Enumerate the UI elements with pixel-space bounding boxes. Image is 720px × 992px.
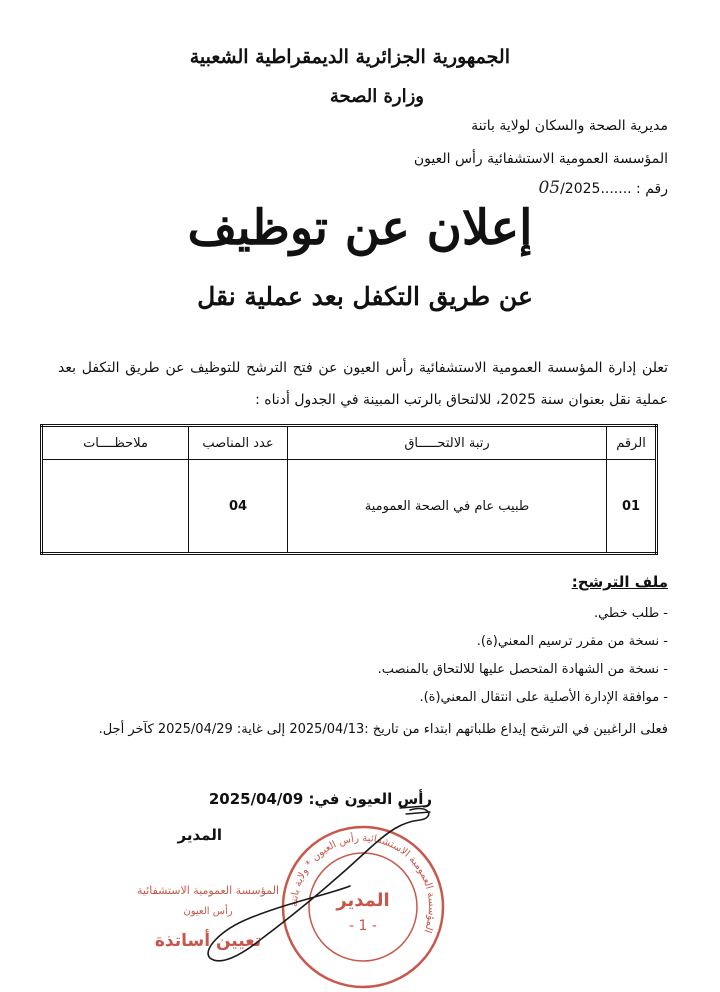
reference-handwritten-number: 05 [538, 178, 561, 198]
row-count: 04 [189, 460, 288, 554]
reference-year: /2025 [560, 181, 601, 197]
institution-line: المؤسسة العمومية الاستشفائية رأس العيون [413, 151, 668, 167]
header-num: الرقم [607, 426, 657, 460]
directorate-line: مديرية الصحة والسكان لولاية باتنة [471, 118, 668, 134]
row-rank: طبيب عام في الصحة العمومية [288, 460, 607, 554]
rect-stamp-line1: المؤسسة العمومية الاستشفائية [136, 884, 280, 897]
table-header-row [42, 426, 657, 460]
svg-text:- 1 -: - 1 - [349, 918, 377, 934]
round-stamp-ring-text: المؤسسة العمومية الاستشفائية رأس العيون * ولاية باتنة [288, 832, 438, 935]
table-row [42, 460, 657, 554]
rect-stamp-line3: تعيين أساتذة [154, 931, 262, 951]
director-signature [177, 790, 440, 990]
announcement-title: إعلان عن توظيف [187, 200, 533, 256]
list-item: - نسخة من الشهادة المتحصل عليها للالتحاق بالمنصب. [377, 662, 668, 677]
director-title: المدير [177, 826, 222, 844]
header-notes: ملاحظــــات [42, 426, 189, 460]
round-stamp-center: المدير [336, 890, 390, 911]
positions-table [40, 424, 658, 555]
reference-number [538, 178, 668, 198]
row-notes [42, 460, 189, 554]
list-item: - طلب خطي. [593, 606, 668, 621]
header-rank: رتبة الالتحـــــاق [288, 426, 607, 460]
ministry-heading: وزارة الصحة [329, 86, 424, 107]
reference-label: رقم : ....... [600, 181, 668, 197]
announcement-subtitle: عن طريق التكفل بعد عملية نقل [197, 282, 533, 311]
row-num: 01 [607, 460, 657, 554]
republic-heading: الجمهورية الجزائرية الديمقراطية الشعبية [189, 46, 510, 68]
intro-paragraph: تعلن إدارة المؤسسة العمومية الاستشفائية رأس العيون عن فتح الترشح للتوظيف عن طريق التكفل بعد عملية نقل بعنوان سنة 2025، للالتحاق بالرتب المبينة في الجدول أدناه : [58, 360, 668, 408]
deadline-paragraph: فعلى الراغبين في الترشح إيداع طلباتهم ابتداء من تاريخ :2025/04/13 إلى غاية: 2025/04/29 كآخر أجل. [98, 722, 668, 737]
list-item: - موافقة الإدارة الأصلية على انتقال المعني(ة). [419, 690, 668, 705]
application-file-list [378, 600, 668, 712]
list-item: - نسخة من مقرر ترسيم المعني(ة). [476, 634, 668, 649]
rect-stamp-line2: رأس العيون [183, 906, 233, 917]
header-count: عدد المناصب [189, 426, 288, 460]
application-file-title: ملف الترشح: [571, 573, 668, 591]
place-date: رأس العيون في: 2025/04/09 [208, 790, 432, 808]
